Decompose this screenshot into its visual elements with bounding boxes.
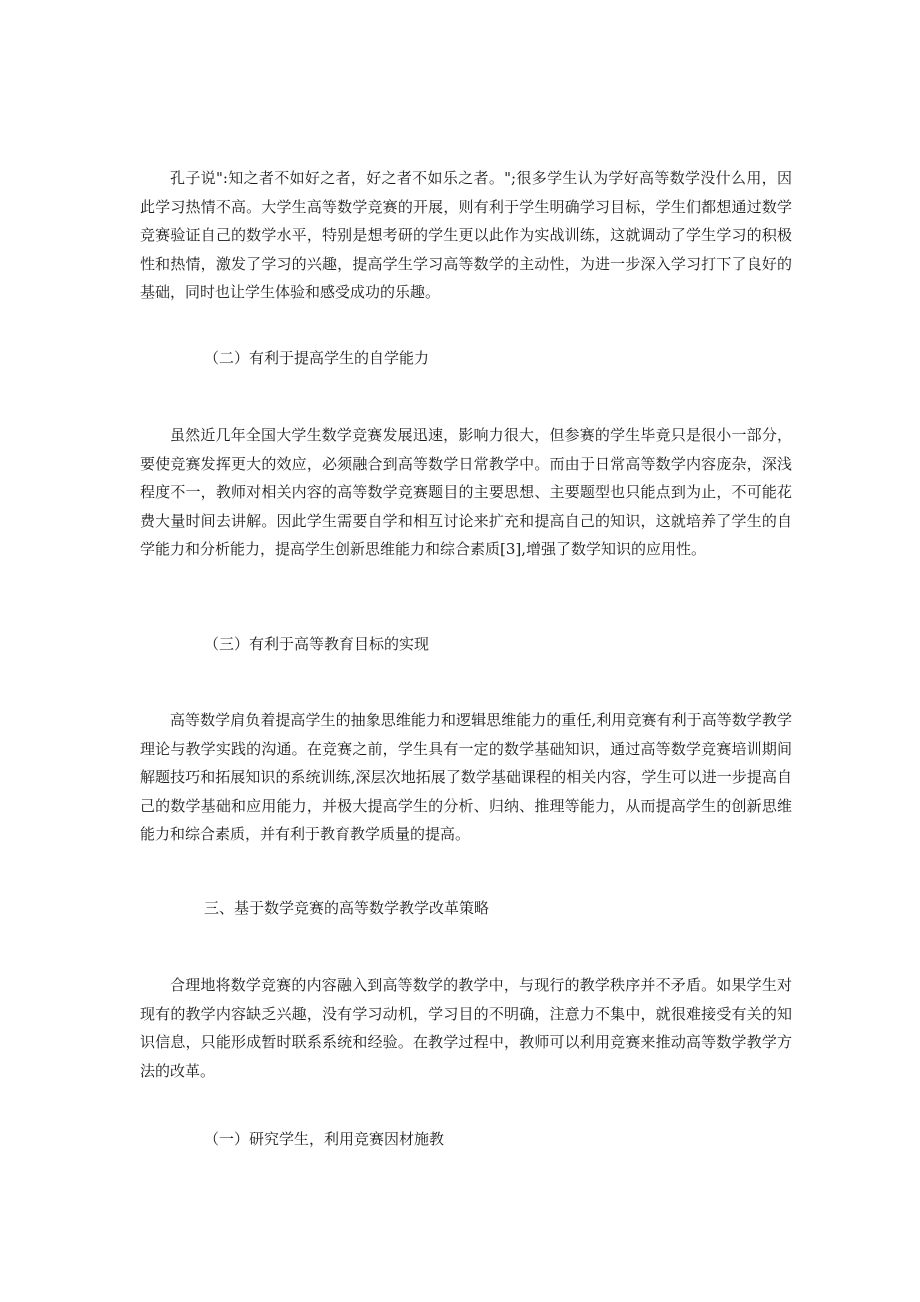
paragraph-confucius-interest: 孔子说":知之者不如好之者，好之者不如乐之者。";很多学生认为学好高等数学没什么用，因此学习热情不高。大学生高等数学竞赛的开展，则有利于学生明确学习目标，学生们都想通过数学竞赛验证自己的数学水平，特别是想考研的学生更以此作为实战训练，这就调动了学生学习的积极性和热情，激发了学习的兴趣，提高学生学习高等数学的主动性，为进一步深入学习打下了良好的基础，同时也让学生体验和感受成功的乐趣。: [140, 169, 792, 301]
heading-education-goals: （三）有利于高等教育目标的实现: [204, 635, 430, 653]
paragraph-education-goals: 高等数学肩负着提高学生的抽象思维能力和逻辑思维能力的重任,利用竞赛有利于高等数学教学理论与教学实践的沟通。在竞赛之前，学生具有一定的数学基础知识，通过高等数学竞赛培训期间解题技巧和拓展知识的系统训练,深层次地拓展了数学基础课程的相关内容，学生可以进一步提高自己的数学基础和应用能力，并极大提高学生的分析、归纳、推理等能力，从而提高学生的创新思维能力和综合素质，并有利于教育教学质量的提高。: [140, 711, 792, 843]
paragraph-self-study: 虽然近几年全国大学生数学竞赛发展迅速，影响力很大，但参赛的学生毕竟只是很小一部分，要使竞赛发挥更大的效应，必须融合到高等数学日常教学中。而由于日常高等数学内容庞杂，深浅程度不一，教师对相关内容的高等数学竞赛题目的主要思想、主要题型也只能点到为止，不可能花费大量时间去讲解。因此学生需要自学和相互讨论来扩充和提高自己的知识，这就培养了学生的自学能力和分析能力，提高学生创新思维能力和综合素质[3],增强了数学知识的应用性。: [140, 426, 792, 558]
paragraph-reform-strategy: 合理地将数学竞赛的内容融入到高等数学的教学中，与现行的教学秩序并不矛盾。如果学生对现有的教学内容缺乏兴趣，没有学习动机，学习目的不明确，注意力不集中，就很难接受有关的知识信息，只能形成暂时联系系统和经验。在教学过程中，教师可以利用竞赛来推动高等数学教学方法的改革。: [140, 976, 792, 1080]
heading-reform-strategy: 三、基于数学竞赛的高等数学教学改革策略: [204, 899, 490, 917]
heading-study-students: （一）研究学生，利用竞赛因材施教: [204, 1130, 445, 1148]
heading-self-study-ability: （二）有利于提高学生的自学能力: [204, 349, 430, 367]
